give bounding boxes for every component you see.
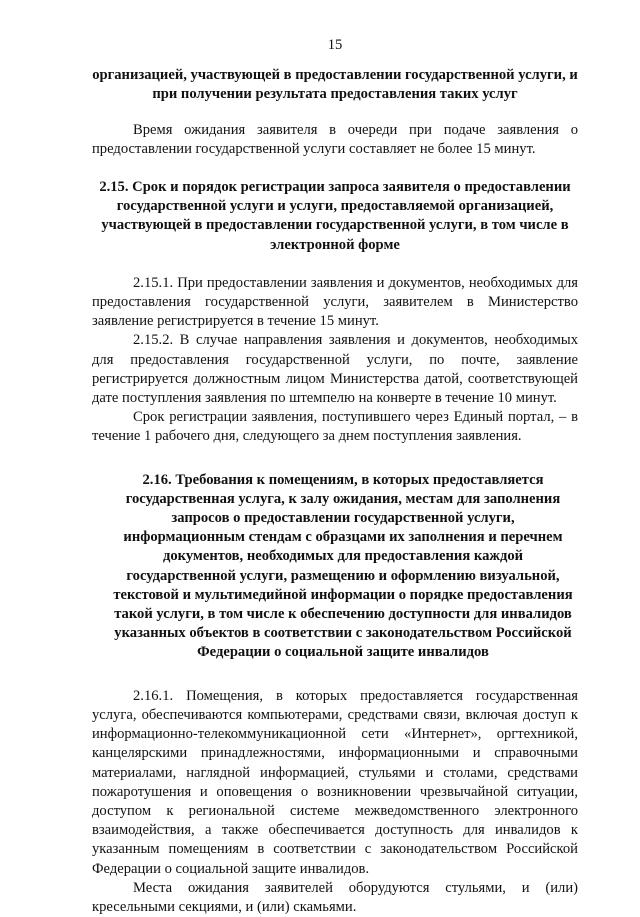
paragraph-2-15-2: 2.15.2. В случае направления заявления и документов, необходимых для предоставления государственной услуги, по почте, заявление регистрируется должностным лицом Министерства датой, соответствующей дате поступления заявления по штемпелю на конверте в течение 10 минут. <box>92 332 578 407</box>
section-2-15-heading: 2.15. Срок и порядок регистрации запроса заявителя о предоставлении государственной услуги и услуги, предоставляемой организацией, участвующей в предоставлении государственной услуги, в том числе в электронной форме <box>99 179 571 253</box>
intro-paragraph: Время ожидания заявителя в очереди при подаче заявления о предоставлении государственной услуги составляет не более 15 минут. <box>92 121 578 157</box>
intro-heading: организацией, участвующей в предоставлении государственной услуги, и при получении результата предоставления таких услуг <box>92 67 578 103</box>
page-number: 15 <box>327 37 343 53</box>
paragraph-registration-term: Срок регистрации заявления, поступившего через Единый портал, – в течение 1 рабочего дня, следующего за днем поступления заявления. <box>92 409 578 445</box>
paragraph-2-15-1: 2.15.1. При предоставлении заявления и документов, необходимых для предоставления государственной услуги, заявителем в Министерство заявление регистрируется в течение 15 минут. <box>92 274 578 330</box>
section-2-16-heading: 2.16. Требования к помещениям, в которых предоставляется государственная услуга, к залу ожидания, местам для заполнения запросов о предоставлении государственной услуги, информационным стендам с образцами их заполнения и перечнем документов, необходимых для предоставления каждой государственной услуги, размещению и оформлению визуальной, текстовой и мультимедийной информации о порядке предоставления такой услуги, в том числе к обеспечению доступности для инвалидов указанных объектов в соответствии с законодательством Российской Федерации о социальной защите инвалидов <box>113 471 573 661</box>
paragraph-2-16-1: 2.16.1. Помещения, в которых предоставляется государственная услуга, обеспечиваются компьютерами, средствами связи, включая доступ к информационно-телекоммуникационной сети «Интернет», оргтехникой, канцелярскими принадлежностями, информационными и справочными материалами, наглядной информацией, стульями и столами, средствами пожаротушения и оповещения о возникновении чрезвычайной ситуации, доступом к региональной системе межведомственного электронного взаимодействия, а также обеспечивается доступность для инвалидов к указанным помещениям в соответствии с законодательством Российской Федерации о социальной защите инвалидов. <box>92 687 578 877</box>
paragraph-waiting-places: Места ожидания заявителей оборудуются стульями, и (или) кресельными секциями, и (или) скамьями. <box>92 879 578 915</box>
